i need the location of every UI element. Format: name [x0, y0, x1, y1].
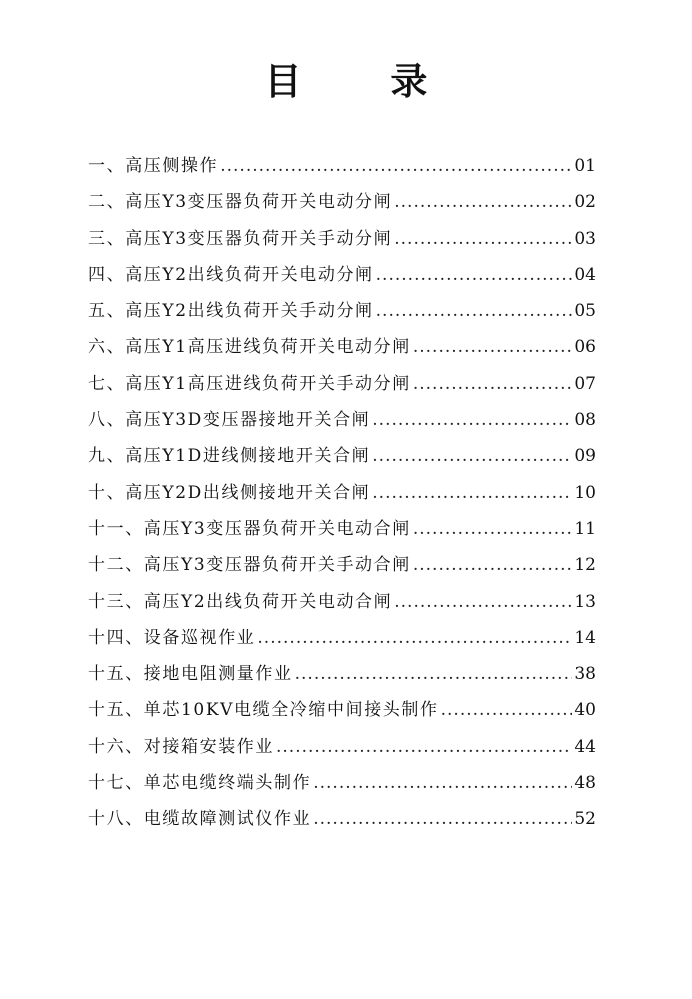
toc-entry[interactable] — [88, 184, 596, 220]
toc-entry[interactable] — [88, 511, 596, 547]
toc-entry-label: 十五、接地电阻测量作业 — [88, 664, 293, 685]
toc-entry-page: 10 — [574, 482, 596, 503]
toc-entry[interactable] — [88, 620, 596, 656]
toc-leader-dots — [313, 801, 572, 837]
toc-entry-label: 十三、高压Y2出线负荷开关电动合闸 — [88, 591, 393, 612]
toc-entry[interactable] — [88, 656, 596, 692]
toc-entry[interactable] — [88, 257, 596, 293]
toc-entry-page: 12 — [574, 555, 596, 576]
toc-entry[interactable] — [88, 148, 596, 184]
toc-leader-dots — [376, 293, 573, 329]
toc-leader-dots — [313, 765, 572, 801]
toc-entry-label: 十六、对接箱安装作业 — [88, 736, 274, 757]
toc-entry[interactable] — [88, 221, 596, 257]
toc-entry-page: 13 — [574, 591, 596, 612]
toc-entry-page: 01 — [574, 156, 596, 176]
toc-leader-dots — [372, 402, 572, 438]
toc-entry-page: 06 — [574, 337, 596, 358]
toc-entry-label: 一、高压侧操作 — [88, 156, 219, 176]
toc-leader-dots — [441, 692, 573, 728]
toc-leader-dots — [413, 366, 573, 402]
toc-entry-page: 02 — [574, 192, 596, 213]
toc-entry-page: 04 — [574, 264, 596, 285]
toc-leader-dots — [394, 221, 572, 257]
toc-leader-dots — [413, 329, 573, 365]
toc-leader-dots — [220, 148, 572, 184]
toc-leader-dots — [372, 475, 572, 511]
toc-entry-label: 十、高压Y2D出线侧接地开关合闸 — [88, 482, 371, 503]
toc-entry-label: 四、高压Y2出线负荷开关电动分闸 — [88, 264, 374, 285]
toc-entry-page: 07 — [574, 373, 596, 394]
toc-entry-label: 二、高压Y3变压器负荷开关电动分闸 — [88, 192, 393, 213]
toc-entry[interactable] — [88, 729, 596, 765]
toc-leader-dots — [372, 438, 572, 474]
toc-entry-page: 05 — [574, 301, 596, 322]
toc-entry-label: 八、高压Y3D变压器接地开关合闸 — [88, 410, 371, 431]
toc-leader-dots — [376, 257, 573, 293]
toc-entry-label: 十二、高压Y3变压器负荷开关手动合闸 — [88, 555, 411, 576]
toc-entry-page: 44 — [574, 736, 596, 757]
page-title: 目 录 — [264, 60, 466, 103]
toc-entry-page: 11 — [574, 518, 596, 539]
toc-entry[interactable] — [88, 765, 596, 801]
toc-entry-label: 十五、单芯10KV电缆全冷缩中间接头制作 — [88, 700, 439, 721]
toc-entry[interactable] — [88, 329, 596, 365]
toc-entry[interactable] — [88, 438, 596, 474]
toc-leader-dots — [295, 656, 573, 692]
toc-entry[interactable] — [88, 293, 596, 329]
toc-entry-label: 十一、高压Y3变压器负荷开关电动合闸 — [88, 518, 411, 539]
toc-entry-page: 52 — [574, 809, 596, 830]
toc-entry-page: 09 — [574, 446, 596, 467]
toc-entry[interactable] — [88, 402, 596, 438]
toc-entry-label: 五、高压Y2出线负荷开关手动分闸 — [88, 301, 374, 322]
toc-entry-label: 七、高压Y1高压进线负荷开关手动分闸 — [88, 373, 411, 394]
toc-leader-dots — [413, 511, 573, 547]
toc-entry-page: 14 — [574, 627, 596, 648]
toc-entry[interactable] — [88, 801, 596, 837]
toc-entry[interactable] — [88, 584, 596, 620]
toc-entry[interactable] — [88, 366, 596, 402]
toc-leader-dots — [276, 729, 572, 765]
toc-entry-page: 38 — [574, 664, 596, 685]
toc-leader-dots — [394, 584, 572, 620]
toc-entry-label: 三、高压Y3变压器负荷开关手动分闸 — [88, 228, 393, 249]
toc-entry-label: 六、高压Y1高压进线负荷开关电动分闸 — [88, 337, 411, 358]
toc-entry-page: 08 — [574, 410, 596, 431]
toc-entry-label: 十七、单芯电缆终端头制作 — [88, 773, 312, 794]
toc-leader-dots — [413, 547, 573, 583]
toc-entry-label: 十八、电缆故障测试仪作业 — [88, 809, 312, 830]
toc-entry-page: 40 — [574, 700, 596, 721]
toc-entry[interactable] — [88, 692, 596, 728]
toc-entry-label: 十四、设备巡视作业 — [88, 627, 256, 648]
table-of-contents — [88, 148, 596, 838]
toc-entry-page: 03 — [574, 228, 596, 249]
toc-entry-page: 48 — [574, 773, 596, 794]
toc-leader-dots — [257, 620, 572, 656]
toc-entry[interactable] — [88, 475, 596, 511]
toc-entry[interactable] — [88, 547, 596, 583]
toc-entry-label: 九、高压Y1D进线侧接地开关合闸 — [88, 446, 371, 467]
toc-leader-dots — [394, 184, 572, 220]
